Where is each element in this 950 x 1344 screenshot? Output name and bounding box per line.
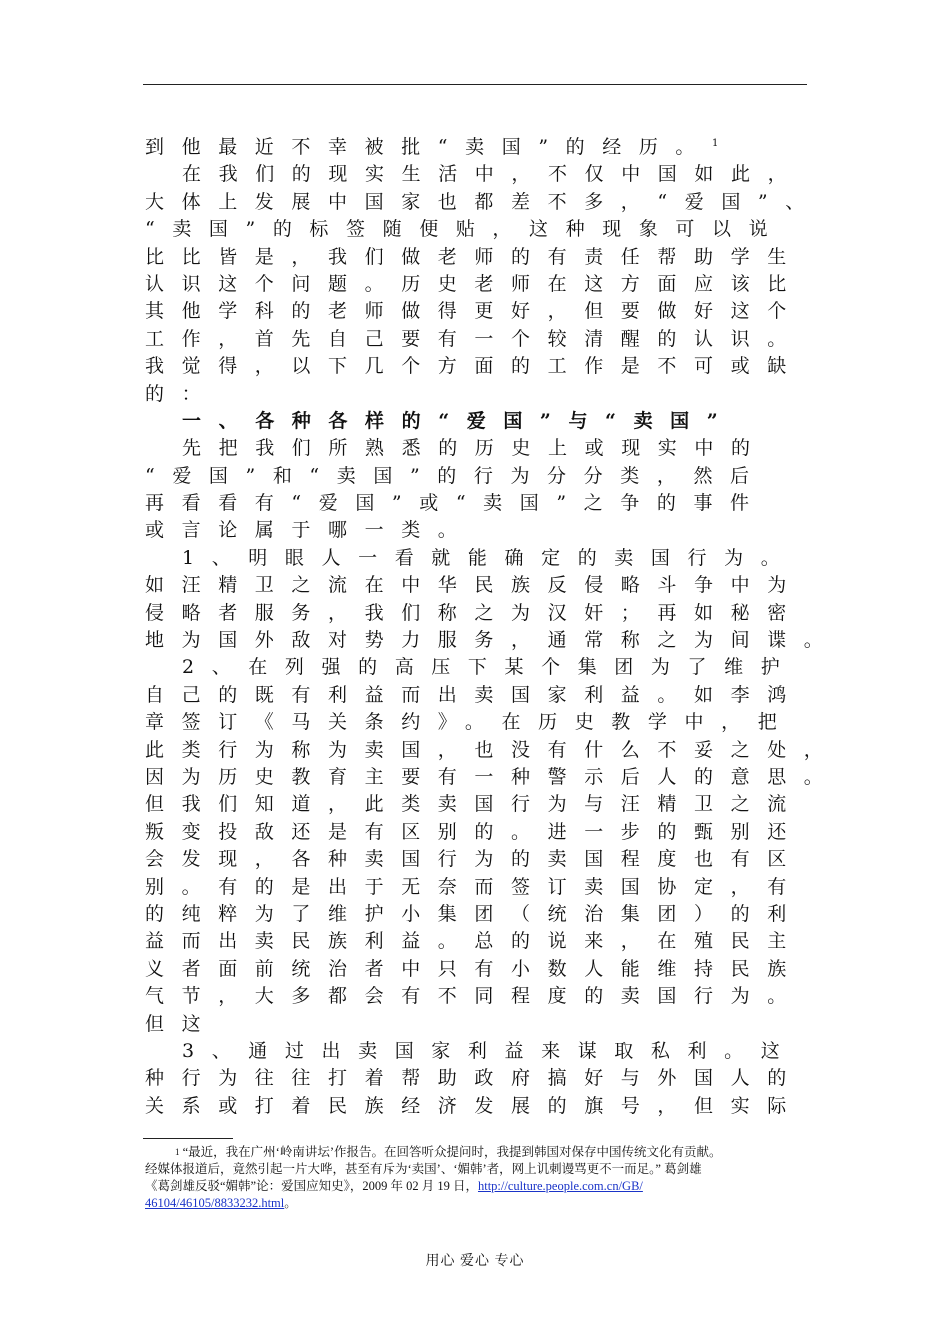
source-link-continued[interactable]: 46104/46105/8833232.html bbox=[145, 1196, 285, 1210]
text-line: 义者面前统治者中只有小数人能维持民族 bbox=[145, 957, 804, 980]
text-line: 3、通过出卖国家利益来谋取私利。这 bbox=[182, 1039, 798, 1062]
text-line: 关系或打着民族经济发展的旗号，但实际 bbox=[145, 1094, 804, 1117]
text-line: 侵略者服务，我们称之为汉奸；再如秘密 bbox=[145, 601, 804, 624]
footnote-mark: 1 bbox=[175, 1147, 180, 1157]
text-line: 的纯粹为了维护小集团（统治集团）的利 bbox=[145, 902, 804, 925]
page-footer: 用心 爱心 专心 bbox=[425, 1254, 525, 1269]
text-line: “卖国”的标签随便贴，这种现象可以说 bbox=[145, 218, 786, 241]
section-heading: 一、各种各样的“爱国”与“卖国” bbox=[182, 409, 736, 432]
footnote-reference[interactable]: 1 bbox=[712, 138, 719, 149]
text-line: 先把我们所熟悉的历史上或现实中的 bbox=[182, 437, 768, 460]
text-line: 种行为往往打着帮助政府搞好与外国人的 bbox=[145, 1067, 804, 1090]
text-line: 其他学科的老师做得更好，但要做好这个 bbox=[145, 300, 804, 323]
text-line: 的： bbox=[145, 382, 219, 405]
footnote-separator bbox=[143, 1138, 233, 1139]
text-line: 会发现，各种卖国行为的卖国程度也有区 bbox=[145, 848, 804, 871]
text-line: “爱国”和“卖国”的行为分分类，然后 bbox=[145, 464, 767, 487]
text-line: 气节，大多都会有不同程度的卖国行为。 bbox=[145, 985, 804, 1008]
text-line: 但我们知道，此类卖国行为与汪精卫之流 bbox=[145, 793, 804, 816]
text-line: 1、明眼人一看就能确定的卖国行为。 bbox=[182, 546, 798, 569]
body-text bbox=[145, 134, 841, 1120]
text-line: 如汪精卫之流在中华民族反侵略斗争中为 bbox=[145, 574, 804, 597]
footnote-line: 《葛剑雄反驳“媚韩”论：爱国应知史》，2009 年 02 月 19 日，http://culture.people.com.cn/GB/ bbox=[145, 1179, 643, 1193]
text-line: 叛变投敌还是有区别的。进一步的甄别还 bbox=[145, 820, 804, 843]
text-line: 地为国外敌对势力服务，通常称之为间谍。 bbox=[145, 629, 841, 652]
text-line: 在我们的现实生活中，不仅中国如此， bbox=[182, 163, 805, 186]
text-line: 自己的既有利益而出卖国家利益。如李鸿 bbox=[145, 683, 804, 706]
text-line: 因为历史教育主要有一种警示后人的意思。 bbox=[145, 765, 841, 788]
text-line: 认识这个问题。历史老师在这方面应该比 bbox=[145, 272, 804, 295]
footnote-line: $^1$ “最近，我在广州‘岭南讲坛’作报告。在回答听众提问时，我提到韩国对保存中国传统文化有贡献。 bbox=[175, 1145, 722, 1159]
text-line: 到他最近不幸被批“卖国”的经历。$^1$ bbox=[145, 136, 719, 158]
text-line: 再看看有“爱国”或“卖国”之争的事件 bbox=[145, 492, 767, 515]
source-link[interactable]: http://culture.people.com.cn/GB/ bbox=[477, 1179, 643, 1193]
text-line: 工作，首先自己要有一个较清醒的认识。 bbox=[145, 327, 804, 350]
footnote-line: 46104/46105/8833232.html。 bbox=[145, 1196, 297, 1210]
footnote bbox=[145, 1144, 825, 1212]
text-line: 2、在列强的高压下某个集团为了维护 bbox=[182, 656, 798, 679]
text-line: 益而出卖民族利益。总的说来，在殖民主 bbox=[145, 930, 804, 953]
text-line: 章签订《马关条约》。在历史教学中，把 bbox=[145, 711, 795, 734]
text-line: 但这 bbox=[145, 1012, 219, 1035]
text-line: 大体上发展中国家也都差不多，“爱国”、 bbox=[145, 190, 822, 213]
header-rule bbox=[143, 84, 807, 85]
text-line: 或言论属于哪一类。 bbox=[145, 519, 475, 542]
text-line: 我觉得，以下几个方面的工作是不可或缺 bbox=[145, 355, 804, 378]
text-line: 比比皆是，我们做老师的有责任帮助学生 bbox=[145, 245, 804, 268]
footnote-line: 经媒体报道后，竟然引起一片大哗，甚至有斥为‘卖国’、‘媚韩’者，网上讥刺谩骂更不一而足。” 葛剑雄 bbox=[145, 1162, 702, 1176]
text-line: 此类行为称为卖国，也没有什么不妥之处， bbox=[145, 738, 841, 761]
text-line: 别。有的是出于无奈而签订卖国协定，有 bbox=[145, 875, 804, 898]
